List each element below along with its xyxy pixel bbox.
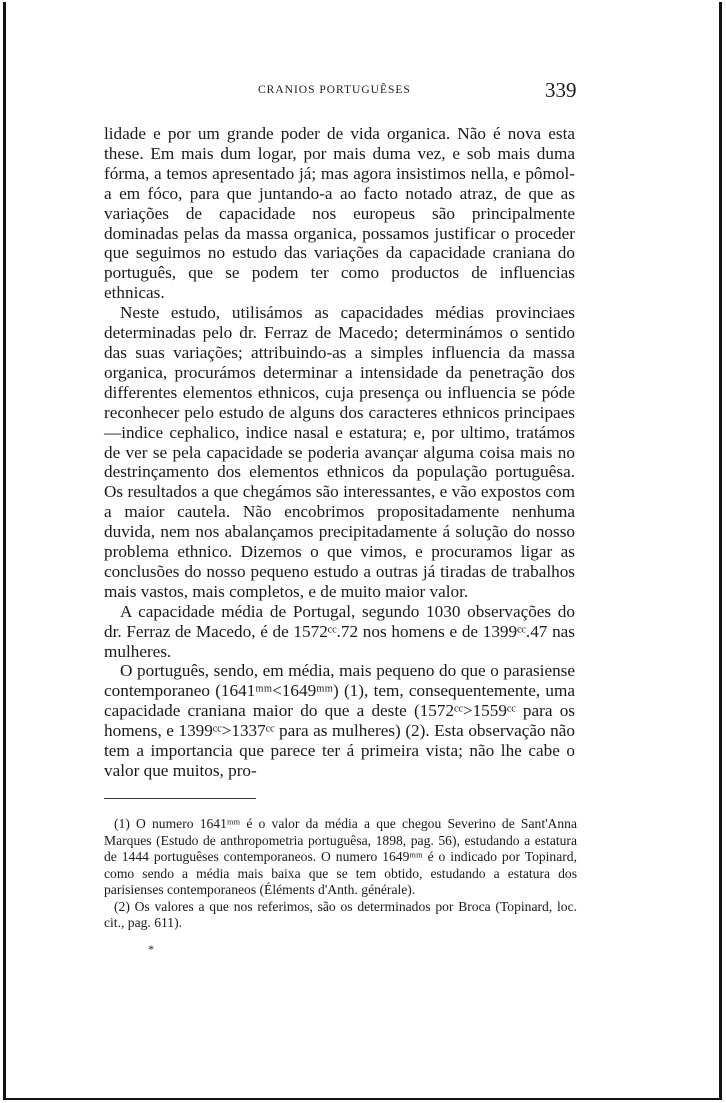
paragraph: lidade e por um grande poder de vida organica. Não é nova esta these. Em mais dum logar, por mais duma vez, e sob mais duma fórma, a temos apresentado já; mas agora insistimos nella, e pômol-a em fóco, para que juntando-a ao facto notado atraz, de que as variações de capacidade nos europeus são principalmente dominadas pelas da massa organica, possamos justificar o proceder que seguimos no estudo das variações da capacidade craniana do português, que se podem ter como productos de influencias ethnicas. bbox=[104, 124, 575, 303]
printer-mark: * bbox=[148, 942, 154, 956]
page-number: 339 bbox=[545, 78, 577, 102]
footnotes bbox=[104, 816, 577, 932]
footnote: (1) O numero 1641ᵐᵐ é o valor da média a que chegou Severino de Sant'Anna Marques (Estudo de anthropometria portuguêsa, 1898, pag. 56), estudando a estatura de 1444 portuguêses contemporaneos. O numero 1649ᵐᵐ é o indicado por Topinard, como sendo a média mais baixa que se tem obtido, estudando a estatura dos parisienses contemporaneos (Éléments d'Anth. générale). bbox=[104, 816, 577, 897]
main-text bbox=[104, 124, 575, 781]
paragraph: Neste estudo, utilisámos as capacidades médias provinciaes determinadas pelo dr. Ferraz de Macedo; determinámos o sentido das suas variações; attribuindo-as a simples influencia da massa organica, procurámos determinar a intensidade da penetração dos differentes elementos ethnicos, cuja presença ou influencia se póde reconhecer pelo estudo de alguns dos caracteres ethnicos principaes—indice cephalico, indice nasal e estatura; e, por ultimo, tratámos de ver se pela capacidade se poderia avançar alguma coisa mais no destrinçamento dos elementos ethnicos da população portuguêsa. Os resultados a que chegámos são interessantes, e vão expostos com a maior cautela. Não encobrimos propositadamente nenhuma duvida, nem nos abalançamos precipitadamente á solução do nosso problema ethnico. Dizemos o que vimos, e procuramos ligar as conclusões do nosso pequeno estudo a outras já tiradas de trabalhos mais vastos, mais completos, e de muito maior valor. bbox=[104, 303, 575, 601]
footnote: (2) Os valores a que nos referimos, são os determinados por Broca (Topinard, loc. cit., pag. 611). bbox=[104, 898, 577, 930]
paragraph: A capacidade média de Portugal, segundo 1030 observações do dr. Ferraz de Macedo, é de 1572ᶜᶜ.72 nos homens e de 1399ᶜᶜ.47 nas mulheres. bbox=[104, 601, 575, 661]
running-title: CRANIOS PORTUGUÊSES bbox=[258, 84, 411, 96]
paragraph: O português, sendo, em média, mais pequeno do que o parasiense contemporaneo (1641ᵐᵐ<1649ᵐᵐ) (1), tem, consequentemente, uma capacidade craniana maior do que a deste (1572ᶜᶜ>1559ᶜᶜ para os homens, e 1399ᶜᶜ>1337ᶜᶜ para as mulheres) (2). Esta observação não tem a importancia que parece ter á primeira vista; não lhe cabe o valor que muitos, pro- bbox=[104, 661, 575, 780]
footnote-divider bbox=[104, 798, 256, 799]
